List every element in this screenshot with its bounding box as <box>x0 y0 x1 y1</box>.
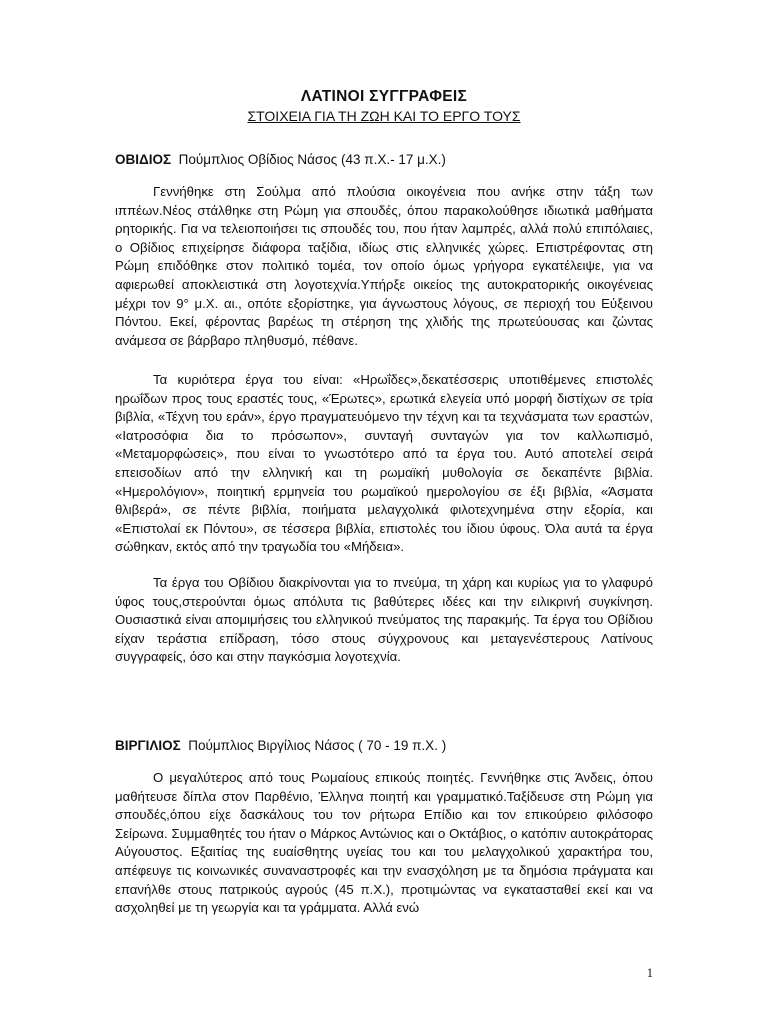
section-heading-ovid <box>115 152 446 167</box>
paragraph-ovid-style: Τα έργα του Οβίδιου διακρίνονται για το πνεύμα, τη χάρη και κυρίως για το γλαφυρό ύφος τους,στερούνται όμως απόλυτα τις βαθύτερες ιδέες και την ειλικρινή συγκίνηση. Ουσιαστικά είναι απομιμήσεις του ελληνικού πνεύματος της παρακμής. Τα έργα του Οβίδιου είχαν τεράστια επίδραση, τόσο στους σύγχρονους και μεταγενέστερους Λατίνους συγγραφείς, όσο και στην παγκόσμια λογοτεχνία. <box>115 575 653 665</box>
author-fullname: Πούμπλιος Οβίδιος Νάσος (43 π.Χ.- 17 μ.Χ.) <box>178 152 446 167</box>
author-name: ΒΙΡΓΙΛΙΟΣ <box>115 738 181 753</box>
author-name: ΟΒΙΔΙΟΣ <box>115 152 172 167</box>
paragraph-ovid-works: Τα κυριότερα έργα του είναι: «Ηρωΐδες»,δεκατέσσερις υποτιθέμενες επιστολές ηρωΐδων προς τους εραστές τους, «Έρωτες», ερωτικά ελεγεία υπό μορφή διστίχων σε τρία βιβλία, «Τέχνη του εράν», έργο πραγματευόμενο την τέχνη και τα τεχνάσματα των εραστών, «Ιατροσόφια δια το πρόσωπον», συνταγή συνταγών για τον καλλωπισμό, «Μεταμορφώσεις», που είναι το γνωστότερο από τα έργα του. Αυτό αποτελεί σειρά επεισοδίων από την ελληνική και τη ρωμαϊκή μυθολογία σε δεκαπέντε βιβλία. «Ημερολόγιον», ποιητική ερμηνεία του ρωμαϊκού ημερολογίου σε έξι βιβλία, «Άσματα θλιβερά», σε πέντε βιβλία, ποιήματα μελαγχολικά φιλοτεχνημένα στην εξορία, και «Επιστολαί εκ Πόντου», σε τέσσερα βιβλία, επιστολές του ίδιου ύφους. Όλα αυτά τα έργα σώθηκαν, εκτός από την τραγωδία του «Μήδεια». <box>115 372 653 555</box>
paragraph-virgil-life: Ο μεγαλύτερος από τους Ρωμαίους επικούς ποιητές. Γεννήθηκε στις Άνδεις, όπου μαθήτευσε δίπλα στον Παρθένιο, Έλληνα ποιητή και γραμματικό.Ταξίδευσε στη Ρώμη για σπουδές,όπου είχε δασκάλους του τον ρήτωρα Επίδιο και τον επικούρειο φιλόσοφο Σείρωνα. Συμμαθητές του ήταν ο Μάρκος Αντώνιος και ο Οκτάβιος, ο κατόπιν αυτοκράτορας Αύγουστος. Εξαιτίας της ευαίσθητης υγείας του και του μελαγχολικού χαρακτήρα του, απέφευγε τις κοινωνικές συναναστροφές και την ενασχόληση με τα δημόσια πράγματα και επανήλθε στους πατρικούς αγρούς (45 π.Χ.), προτιμώντας να εγκατασταθεί εκεί και να ασχοληθεί με τη γεωργία και τα γράμματα. Αλλά ενώ <box>115 770 653 916</box>
section-heading-virgil <box>115 738 446 753</box>
author-fullname: Πούμπλιος Βιργίλιος Νάσος ( 70 - 19 π.Χ. ) <box>188 738 447 753</box>
document-title: ΛΑΤΙΝΟΙ ΣΥΓΓΡΑΦΕΙΣ <box>300 88 468 105</box>
paragraph-ovid-life: Γεννήθηκε στη Σούλμα από πλούσια οικογένεια που ανήκε στην τάξη των ιππέων.Νέος στάλθηκε στη Ρώμη για σπουδές, όπου παρακολούθησε ιδιωτικά μαθήματα ρητορικής. Για να τελειοποιήσει τις σπουδές του, που ήταν λαμπρές, αλλά πολύ επιπόλαιες, ο Οβίδιος επιχείρησε διάφορα ταξίδια, ιδίως στις ελληνικές χώρες. Επιστρέφοντας στη Ρώμη επιδόθηκε στον πολιτικό τομέα, τον οποίο όμως γρήγορα εγκατέλειψε, για να αφιερωθεί αποκλειστικά στη λογοτεχνία.Υπήρξε οικείος της αυτοκρατορικής οικογένειας μέχρι τον 9° μ.Χ. αι., οπότε εξορίστηκε, για άγνωστους λόγους, σε περιοχή του Εύξεινου Πόντου. Εκεί, φέροντας βαρέως τη στέρηση της χλιδής της πρωτεύουσας και ζώντας ανάμεσα σε βάρβαρο πληθυσμό, πέθανε. <box>115 184 653 348</box>
document-subtitle: ΣΤΟΙΧΕΙΑ ΓΙΑ ΤΗ ΖΩΗ ΚΑΙ ΤΟ ΕΡΓΟ ΤΟΥΣ <box>247 108 521 124</box>
page-number: 1 <box>646 966 653 980</box>
